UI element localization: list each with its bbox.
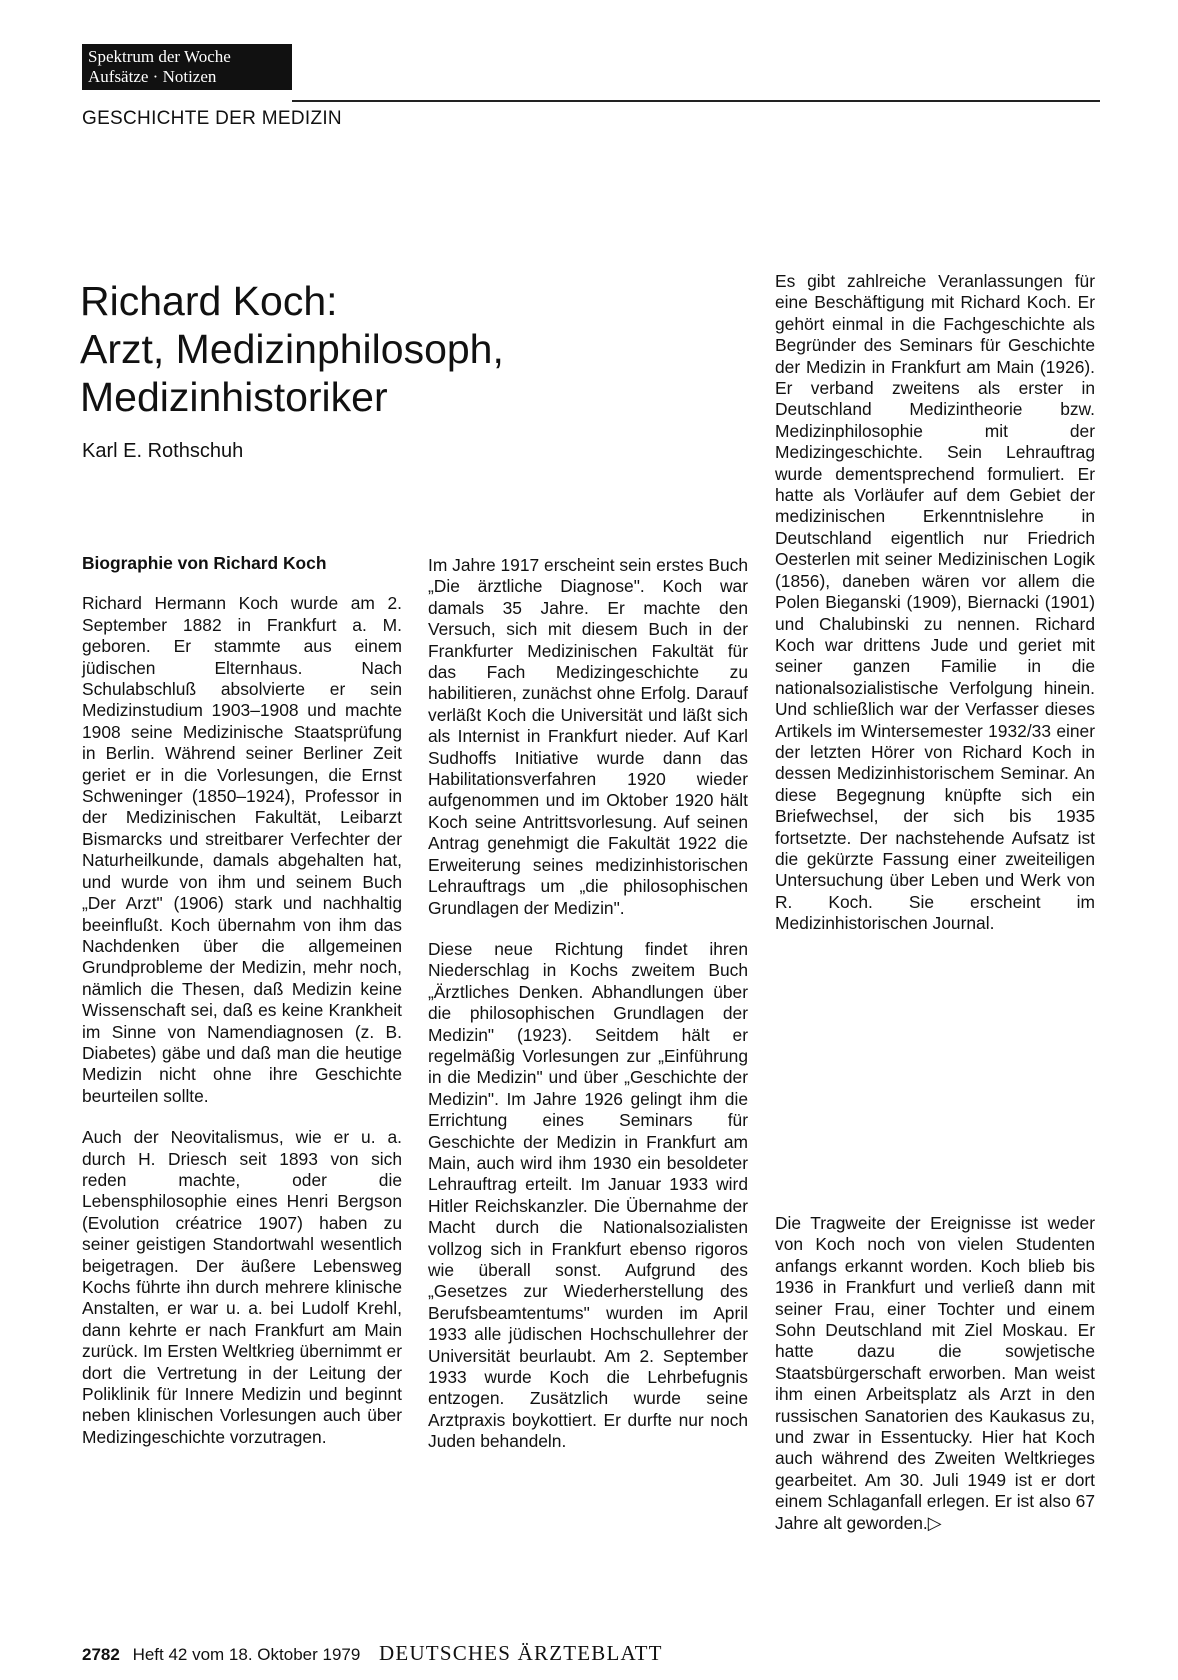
section-badge xyxy=(82,44,292,90)
title-line-3: Medizinhistoriker xyxy=(80,374,388,421)
paragraph xyxy=(775,1213,1095,1534)
paragraph: Diese neue Richtung findet ihren Niederschlag in Kochs zweitem Buch „Ärztliches Denken. Abhandlungen über die philosophischen Grundlagen der Medizin" (1923). Seitdem hält er regelmäßig Vorlesungen zur „Einführung in die Medizin" und über „Geschichte der Medizin". Im Jahre 1926 gelingt ihm die Errichtung eines Seminars für Geschichte der Medizin in Frankfurt am Main, auch wird ihm 1930 ein besoldeter Lehrauftrag erteilt. Im Januar 1933 wird Hitler Reichskanzler. Die Übernahme der Macht durch die Nationalsozialisten vollzog sich in Frankfurt ebenso rigoros wie überall sonst. Aufgrund des „Gesetzes zur Wiederherstellung des Berufsbeamtentums" wurden im April 1933 alle jüdischen Hochschullehrer der Universität beurlaubt. Am 2. September 1933 wurde Koch die Lehrbefugnis entzogen. Zusätzlich wurde seine Arztpraxis boykottiert. Er durfte nur noch Juden behandeln. xyxy=(428,938,748,1452)
article-title xyxy=(80,277,760,421)
column-1 xyxy=(82,553,402,1468)
journal-name: DEUTSCHES ÄRZTEBLATT xyxy=(379,1641,663,1665)
subheading: Biographie von Richard Koch xyxy=(82,553,327,573)
issue-info: Heft 42 vom 18. Oktober 1979 xyxy=(132,1645,361,1664)
continue-arrow-icon: ▷ xyxy=(927,1512,942,1533)
page-footer xyxy=(82,1641,663,1666)
author: Karl E. Rothschuh xyxy=(82,440,244,462)
section-label: GESCHICHTE DER MEDIZIN xyxy=(82,108,342,129)
title-line-2: Arzt, Medizinphilosoph, xyxy=(80,326,504,373)
paragraph-text: Die Tragweite der Ereignisse ist weder von Koch noch von vielen Studenten anfangs erkannt worden. Koch blieb bis 1936 in Frankfurt und verließ dann mit seiner Frau, einer Tochter und einem Sohn Deutschland mit Ziel Moskau. Er hatte dazu die sowjetische Staatsbürgerschaft erworben. Man weist ihm einen Arbeitsplatz als Arzt in den russischen Sanatorien des Kaukasus zu, und zwar in Essentucky. Hier hat Koch auch während des Zweiten Weltkrieges gearbeitet. Am 30. Juli 1949 ist er dort einem Schlaganfall erlegen. Er ist also 67 Jahre alt geworden. xyxy=(775,1213,1095,1533)
paragraph: Richard Hermann Koch wurde am 2. September 1882 in Frankfurt a. M. geboren. Er stammte aus einem jüdischen Elternhaus. Nach Schulabschluß absolvierte er sein Medizinstudium 1903–1908 und machte 1908 seine Medizinische Staatsprüfung in Berlin. Während seiner Berliner Zeit geriet er in die Vorlesungen, die Ernst Schweninger (1850–1924), Professor in der Medizinischen Fakultät, Leibarzt Bismarcks und streitbarer Verfechter der Naturheilkunde, damals abgehalten hat, und wurde von ihm und seinem Buch „Der Arzt" (1906) stark und nachhaltig beeinflußt. Koch übernahm von ihm das Nachdenken über die allgemeinen Grundprobleme der Medizin, mehr noch, nämlich die Thesen, daß Medizin keine Wissenschaft sei, daß es keine Krankheit im Sinne von Namendiagnosen (z. B. Diabetes) gäbe und daß man die heutige Medizin nicht ohne ihre Geschichte beurteilen sollte. xyxy=(82,593,402,1106)
column-3-intro xyxy=(775,271,1095,955)
paragraph: Auch der Neovitalismus, wie er u. a. durch H. Driesch seit 1893 von sich reden machte, oder die Lebensphilosophie eines Henri Bergson (Evolution créatrice 1907) haben zu seiner geistigen Standortwahl wesentlich beigetragen. Der äußere Lebensweg Kochs führte ihn durch mehrere klinische Anstalten, er war u. a. bei Ludolf Krehl, dann kehrte er nach Frankfurt am Main zurück. Im Ersten Weltkrieg übernimmt er dort die Vertretung in der Leitung der Poliklinik für Innere Medizin und beginnt neben klinischen Vorlesungen auch über Medizingeschichte vorzutragen. xyxy=(82,1127,402,1447)
title-line-1: Richard Koch: xyxy=(80,278,338,325)
page-number: 2782 xyxy=(82,1645,120,1664)
column-3-body xyxy=(775,1213,1095,1534)
badge-line-1: Spektrum der Woche xyxy=(88,47,231,66)
intro-paragraph: Es gibt zahlreiche Veranlassungen für eine Beschäftigung mit Richard Koch. Er gehört einmal in die Fachgeschichte als Begründer des Seminars für Geschichte der Medizin in Frankfurt am Main (1926). Er verband zweitens als erster in Deutschland Medizintheorie bzw. Medizinphilosophie mit der Medizingeschichte. Sein Lehrauftrag wurde dementsprechend formuliert. Er hatte als Vorläufer auf dem Gebiet der medizinischen Erkenntnislehre in Deutschland eigentlich nur Friedrich Oesterlen mit seiner Medizinischen Logik (1856), daneben wären vor allem die Polen Bieganski (1909), Biernacki (1901) und Chalubinski zu nennen. Richard Koch war drittens Jude und geriet mit seiner ganzen Familie in die nationalsozialistische Verfolgung hinein. Und schließlich war der Verfasser dieses Artikels im Wintersemester 1932/33 einer der letzten Hörer von Richard Koch in dessen Medizinhistorischem Seminar. An diese Begegnung knüpfte sich ein Briefwechsel, der sich bis 1935 fortsetzte. Der nachstehende Aufsatz ist die gekürzte Fassung einer zweiteiligen Untersuchung über Leben und Werk von R. Koch. Sie erscheint im Medizinhistorischen Journal. xyxy=(775,271,1095,934)
header-rule xyxy=(292,100,1100,102)
badge-line-2: Aufsätze · Notizen xyxy=(88,67,217,86)
paragraph: Im Jahre 1917 erscheint sein erstes Buch „Die ärztliche Diagnose". Koch war damals 35 Jahre. Er machte den Versuch, sich mit diesem Buch in der Frankfurter Medizinischen Fakultät für das Fach Medizingeschichte zu habilitieren, zunächst ohne Erfolg. Darauf verläßt Koch die Universität und läßt sich als Internist in Frankfurt nieder. Auf Karl Sudhoffs Initiative wurde dann das Habilitationsverfahren 1920 wieder aufgenommen und im Oktober 1920 hält Koch seine Antrittsvorlesung. Auf seinen Antrag genehmigt die Fakultät 1922 die Erweiterung seines medizinhistorischen Lehrauftrags um „die philosophischen Grundlagen der Medizin". xyxy=(428,555,748,918)
column-2 xyxy=(428,555,748,1473)
